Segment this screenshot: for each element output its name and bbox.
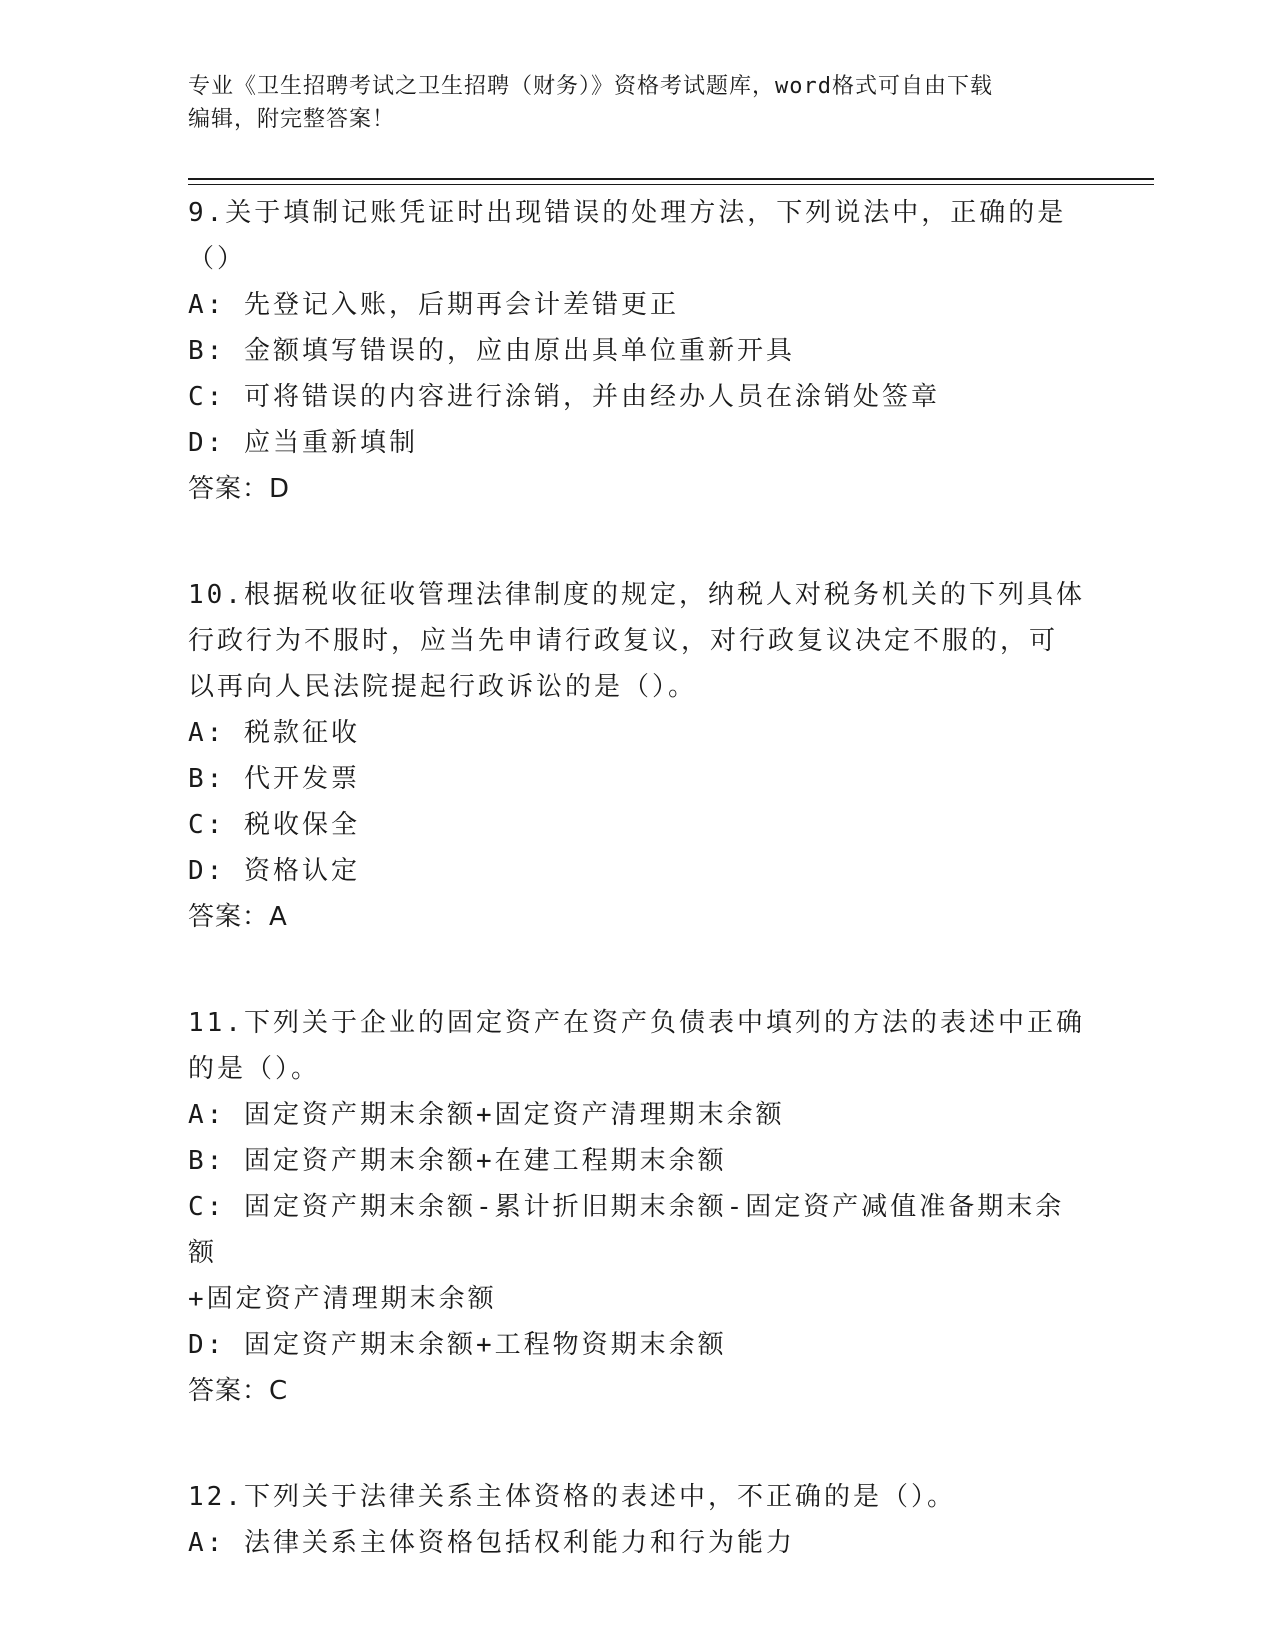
question-12 bbox=[188, 1474, 1088, 1566]
question-stem-line: 的是（）。 bbox=[188, 1054, 321, 1084]
header-line-2: 编辑，附完整答案！ bbox=[188, 107, 396, 132]
option-c: C: 税收保全 bbox=[188, 810, 360, 840]
question-stem-line: 行政行为不服时，应当先申请行政复议，对行政复议决定不服的，可 bbox=[188, 626, 1059, 656]
question-stem-line: 12.下列关于法律关系主体资格的表述中，不正确的是（）。 bbox=[188, 1482, 956, 1512]
option-a: A: 税款征收 bbox=[188, 718, 360, 748]
question-9 bbox=[188, 190, 1088, 512]
question-stem-line: 11.下列关于企业的固定资产在资产负债表中填列的方法的表述中正确 bbox=[188, 1008, 1085, 1038]
option-b: B: 金额填写错误的，应由原出具单位重新开具 bbox=[188, 336, 795, 366]
question-11 bbox=[188, 1000, 1088, 1414]
option-a: A: 先登记入账，后期再会计差错更正 bbox=[188, 290, 679, 320]
option-c-continued: +固定资产清理期末余额 bbox=[188, 1284, 497, 1314]
header-divider-thick bbox=[188, 178, 1154, 180]
option-a: A: 法律关系主体资格包括权利能力和行为能力 bbox=[188, 1528, 795, 1558]
question-10 bbox=[188, 572, 1088, 940]
header-line-1: 专业《卫生招聘考试之卫生招聘（财务）》资格考试题库，word格式可自由下载 bbox=[188, 74, 993, 99]
option-d: D: 固定资产期末余额+工程物资期末余额 bbox=[188, 1330, 727, 1360]
answer-line: 答案：C bbox=[188, 1376, 289, 1406]
option-b: B: 固定资产期末余额+在建工程期末余额 bbox=[188, 1146, 727, 1176]
answer-line: 答案：D bbox=[188, 474, 291, 504]
question-stem-line: （） bbox=[188, 244, 247, 274]
option-d: D: 资格认定 bbox=[188, 856, 360, 886]
document-header bbox=[188, 70, 1068, 136]
option-b: B: 代开发票 bbox=[188, 764, 360, 794]
answer-line: 答案：A bbox=[188, 902, 288, 932]
question-stem-line: 10.根据税收征收管理法律制度的规定，纳税人对税务机关的下列具体 bbox=[188, 580, 1085, 610]
question-list bbox=[188, 190, 1088, 1566]
option-a: A: 固定资产期末余额+固定资产清理期末余额 bbox=[188, 1100, 785, 1130]
question-stem-line: 以再向人民法院提起行政诉讼的是（）。 bbox=[188, 672, 698, 702]
option-c: C: 固定资产期末余额-累计折旧期末余额-固定资产减值准备期末余额 bbox=[188, 1192, 1065, 1268]
header-divider-thin bbox=[188, 184, 1154, 185]
option-d: D: 应当重新填制 bbox=[188, 428, 418, 458]
question-stem-line: 9.关于填制记账凭证时出现错误的处理方法，下列说法中，正确的是 bbox=[188, 198, 1067, 228]
option-c: C: 可将错误的内容进行涂销，并由经办人员在涂销处签章 bbox=[188, 382, 940, 412]
